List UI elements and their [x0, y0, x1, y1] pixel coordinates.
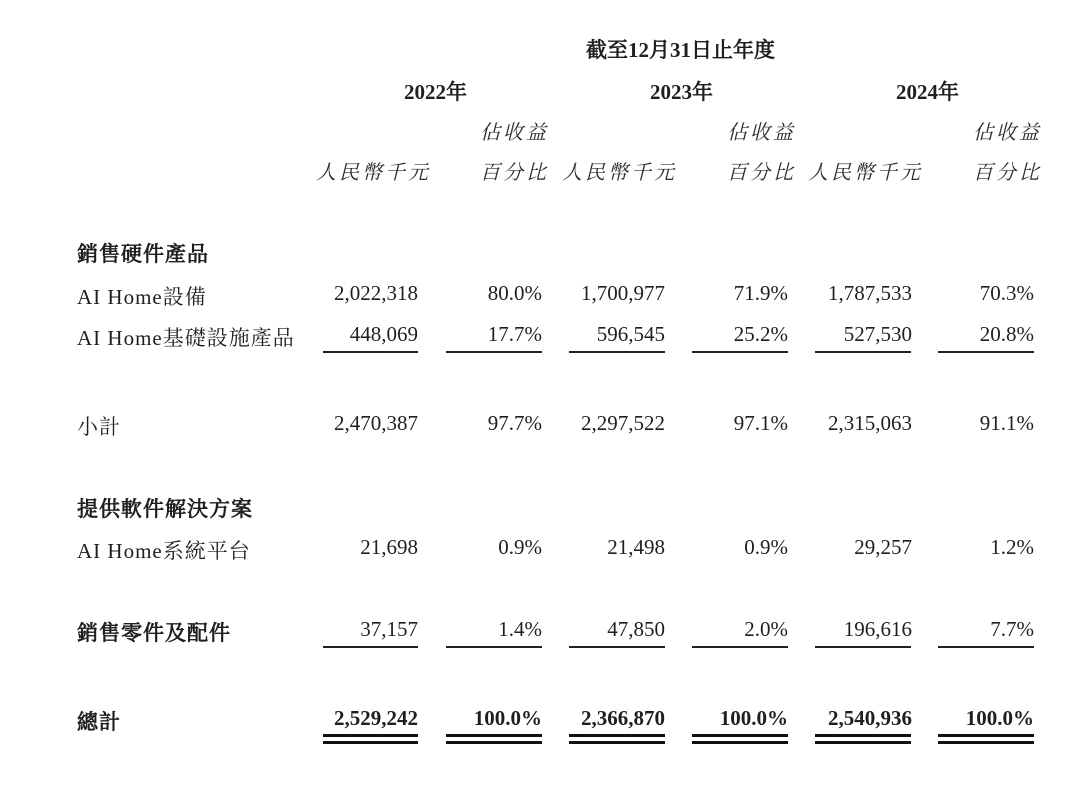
double-underline-total-2023-amount-top — [569, 734, 665, 737]
amount-unit-2023: 人民幣千元 — [562, 162, 677, 184]
underline-parts-2023-amount — [569, 646, 665, 648]
double-underline-total-2023-pct-bottom — [692, 741, 788, 744]
cell-infra-2022-pct: 17.7% — [487, 322, 542, 346]
cell-parts-2022-amount: 37,157 — [360, 617, 418, 641]
underline-hardware-2022-pct — [446, 351, 542, 353]
pct-unit-2024-line2: 百分比 — [973, 162, 1042, 184]
row-label-parts-accessories: 銷售零件及配件 — [77, 621, 231, 645]
pct-unit-2022-line1: 佔收益 — [480, 122, 549, 144]
cell-platform-2022-amount: 21,698 — [360, 535, 418, 559]
cell-subtotal-2022-pct: 97.7% — [487, 411, 542, 435]
cell-infra-2024-amount: 527,530 — [843, 322, 912, 346]
year-header-2024: 2024年 — [896, 80, 959, 104]
cell-devices-2024-amount: 1,787,533 — [828, 281, 912, 305]
year-header-2022: 2022年 — [404, 80, 467, 104]
cell-infra-2023-amount: 596,545 — [596, 322, 665, 346]
cell-infra-2023-pct: 25.2% — [733, 322, 788, 346]
row-label-ai-home-devices: AI Home設備 — [77, 285, 207, 309]
period-header: 截至12月31日止年度 — [586, 38, 775, 62]
row-label-total: 總計 — [77, 710, 121, 734]
cell-devices-2022-amount: 2,022,318 — [334, 281, 418, 305]
double-underline-total-2023-amount-bottom — [569, 741, 665, 744]
cell-total-2022-amount: 2,529,242 — [334, 706, 418, 730]
cell-platform-2023-pct: 0.9% — [744, 535, 788, 559]
cell-subtotal-2024-pct: 91.1% — [979, 411, 1034, 435]
amount-unit-2022: 人民幣千元 — [316, 162, 431, 184]
double-underline-total-2022-pct-bottom — [446, 741, 542, 744]
section-title-hardware: 銷售硬件產品 — [77, 242, 209, 266]
cell-total-2023-pct: 100.0% — [719, 706, 788, 730]
cell-subtotal-2023-pct: 97.1% — [733, 411, 788, 435]
cell-infra-2024-pct: 20.8% — [979, 322, 1034, 346]
pct-unit-2024-line1: 佔收益 — [973, 122, 1042, 144]
cell-parts-2023-pct: 2.0% — [744, 617, 788, 641]
double-underline-total-2022-amount-bottom — [323, 741, 418, 744]
double-underline-total-2023-pct-top — [692, 734, 788, 737]
double-underline-total-2022-amount-top — [323, 734, 418, 737]
cell-platform-2024-pct: 1.2% — [990, 535, 1034, 559]
underline-parts-2023-pct — [692, 646, 788, 648]
section-title-software: 提供軟件解決方案 — [77, 497, 253, 521]
underline-hardware-2023-amount — [569, 351, 665, 353]
cell-devices-2023-amount: 1,700,977 — [581, 281, 665, 305]
underline-hardware-2024-pct — [938, 351, 1034, 353]
cell-total-2023-amount: 2,366,870 — [581, 706, 665, 730]
underline-hardware-2022-amount — [323, 351, 418, 353]
underline-parts-2024-amount — [815, 646, 911, 648]
amount-unit-2024: 人民幣千元 — [808, 162, 923, 184]
underline-parts-2024-pct — [938, 646, 1034, 648]
cell-platform-2022-pct: 0.9% — [498, 535, 542, 559]
cell-infra-2022-amount: 448,069 — [349, 322, 418, 346]
cell-subtotal-2022-amount: 2,470,387 — [334, 411, 418, 435]
cell-parts-2022-pct: 1.4% — [498, 617, 542, 641]
double-underline-total-2022-pct-top — [446, 734, 542, 737]
cell-subtotal-2023-amount: 2,297,522 — [581, 411, 665, 435]
row-label-ai-home-infrastructure: AI Home基礎設施產品 — [77, 326, 295, 350]
cell-platform-2023-amount: 21,498 — [607, 535, 665, 559]
pct-unit-2023-line2: 百分比 — [727, 162, 796, 184]
pct-unit-2022-line2: 百分比 — [480, 162, 549, 184]
cell-total-2024-amount: 2,540,936 — [828, 706, 912, 730]
cell-total-2024-pct: 100.0% — [965, 706, 1034, 730]
cell-parts-2023-amount: 47,850 — [607, 617, 665, 641]
row-label-ai-home-platform: AI Home系統平台 — [77, 539, 251, 563]
underline-hardware-2023-pct — [692, 351, 788, 353]
row-label-subtotal: 小計 — [77, 415, 121, 439]
cell-total-2022-pct: 100.0% — [473, 706, 542, 730]
cell-devices-2024-pct: 70.3% — [979, 281, 1034, 305]
cell-parts-2024-amount: 196,616 — [843, 617, 912, 641]
double-underline-total-2024-pct-top — [938, 734, 1034, 737]
cell-devices-2022-pct: 80.0% — [487, 281, 542, 305]
underline-parts-2022-amount — [323, 646, 418, 648]
cell-parts-2024-pct: 7.7% — [990, 617, 1034, 641]
double-underline-total-2024-pct-bottom — [938, 741, 1034, 744]
year-header-2023: 2023年 — [650, 80, 713, 104]
underline-parts-2022-pct — [446, 646, 542, 648]
pct-unit-2023-line1: 佔收益 — [727, 122, 796, 144]
cell-subtotal-2024-amount: 2,315,063 — [828, 411, 912, 435]
cell-devices-2023-pct: 71.9% — [733, 281, 788, 305]
underline-hardware-2024-amount — [815, 351, 911, 353]
double-underline-total-2024-amount-top — [815, 734, 911, 737]
double-underline-total-2024-amount-bottom — [815, 741, 911, 744]
cell-platform-2024-amount: 29,257 — [854, 535, 912, 559]
